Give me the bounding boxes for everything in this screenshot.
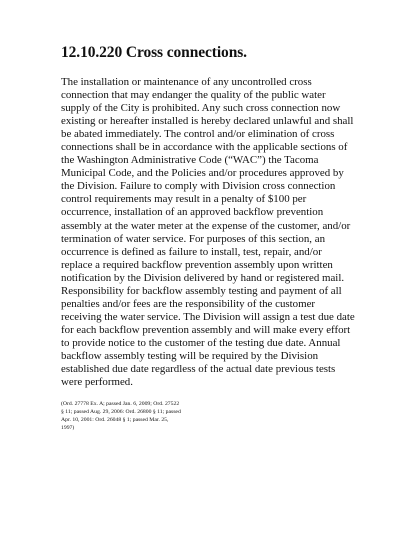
body-line: termination of water service. For purposes of this section, an [61, 232, 326, 245]
body-line: connections shall be in accordance with the applicable sections of [61, 141, 348, 154]
section-body [61, 76, 381, 389]
body-line: penalties and/or fees are the responsibility of the customer [61, 297, 316, 310]
body-line: control requirements may result in a penalty of $100 per [61, 193, 307, 206]
legislative-history [61, 400, 321, 432]
body-line: were performed. [61, 376, 133, 389]
body-line: the Washington Administrative Code (“WAC”) the Tacoma [61, 154, 319, 167]
body-line: supply of the City is prohibited. Any such cross connection now [61, 102, 341, 115]
history-line: (Ord. 27778 Ex. A; passed Jan. 6, 2009; Ord. 27522 [61, 401, 180, 407]
history-line: § 11; passed Aug. 29, 2006: Ord. 26800 § 11; passed [61, 409, 181, 415]
body-line: receiving the water service. The Division will assign a test due date [61, 310, 355, 323]
body-line: The installation or maintenance of any uncontrolled cross [61, 76, 312, 88]
body-line: backflow assembly testing will be required by the Division [61, 349, 319, 362]
history-line: 1997) [61, 425, 75, 431]
body-line: Municipal Code, and the Policies and/or procedures approved by [61, 167, 344, 180]
section-title: 12.10.220 Cross connections. [61, 44, 247, 61]
body-line: to provide notice to the customer of the testing due date. Annual [61, 336, 341, 349]
body-line: the Division. Failure to comply with Division cross connection [61, 180, 336, 193]
body-line: replace a required backflow prevention assembly upon written [61, 258, 333, 271]
body-line: established due date regardless of the actual date previous tests [61, 363, 336, 376]
body-line: connection that may endanger the quality of the public water [61, 89, 326, 102]
body-line: assembly at the water meter at the expense of the customer, and/or [61, 219, 351, 232]
body-line: occurrence is defined as failure to install, test, repair, and/or [61, 245, 322, 258]
body-line: be abated immediately. The control and/or elimination of cross [61, 128, 335, 141]
body-line: for each backflow prevention assembly and will make every effort [61, 323, 351, 336]
body-line: occurrence, installation of an approved backflow prevention [61, 206, 324, 219]
history-line: Apr. 10, 2001: Ord. 26048 § 1; passed Mar. 25, [61, 417, 169, 423]
body-line: existing or hereafter installed is hereby declared unlawful and shall [61, 115, 354, 128]
body-line: Responsibility for backflow assembly testing and payment of all [61, 284, 342, 297]
body-line: notification by the Division delivered by hand or registered mail. [61, 271, 345, 284]
